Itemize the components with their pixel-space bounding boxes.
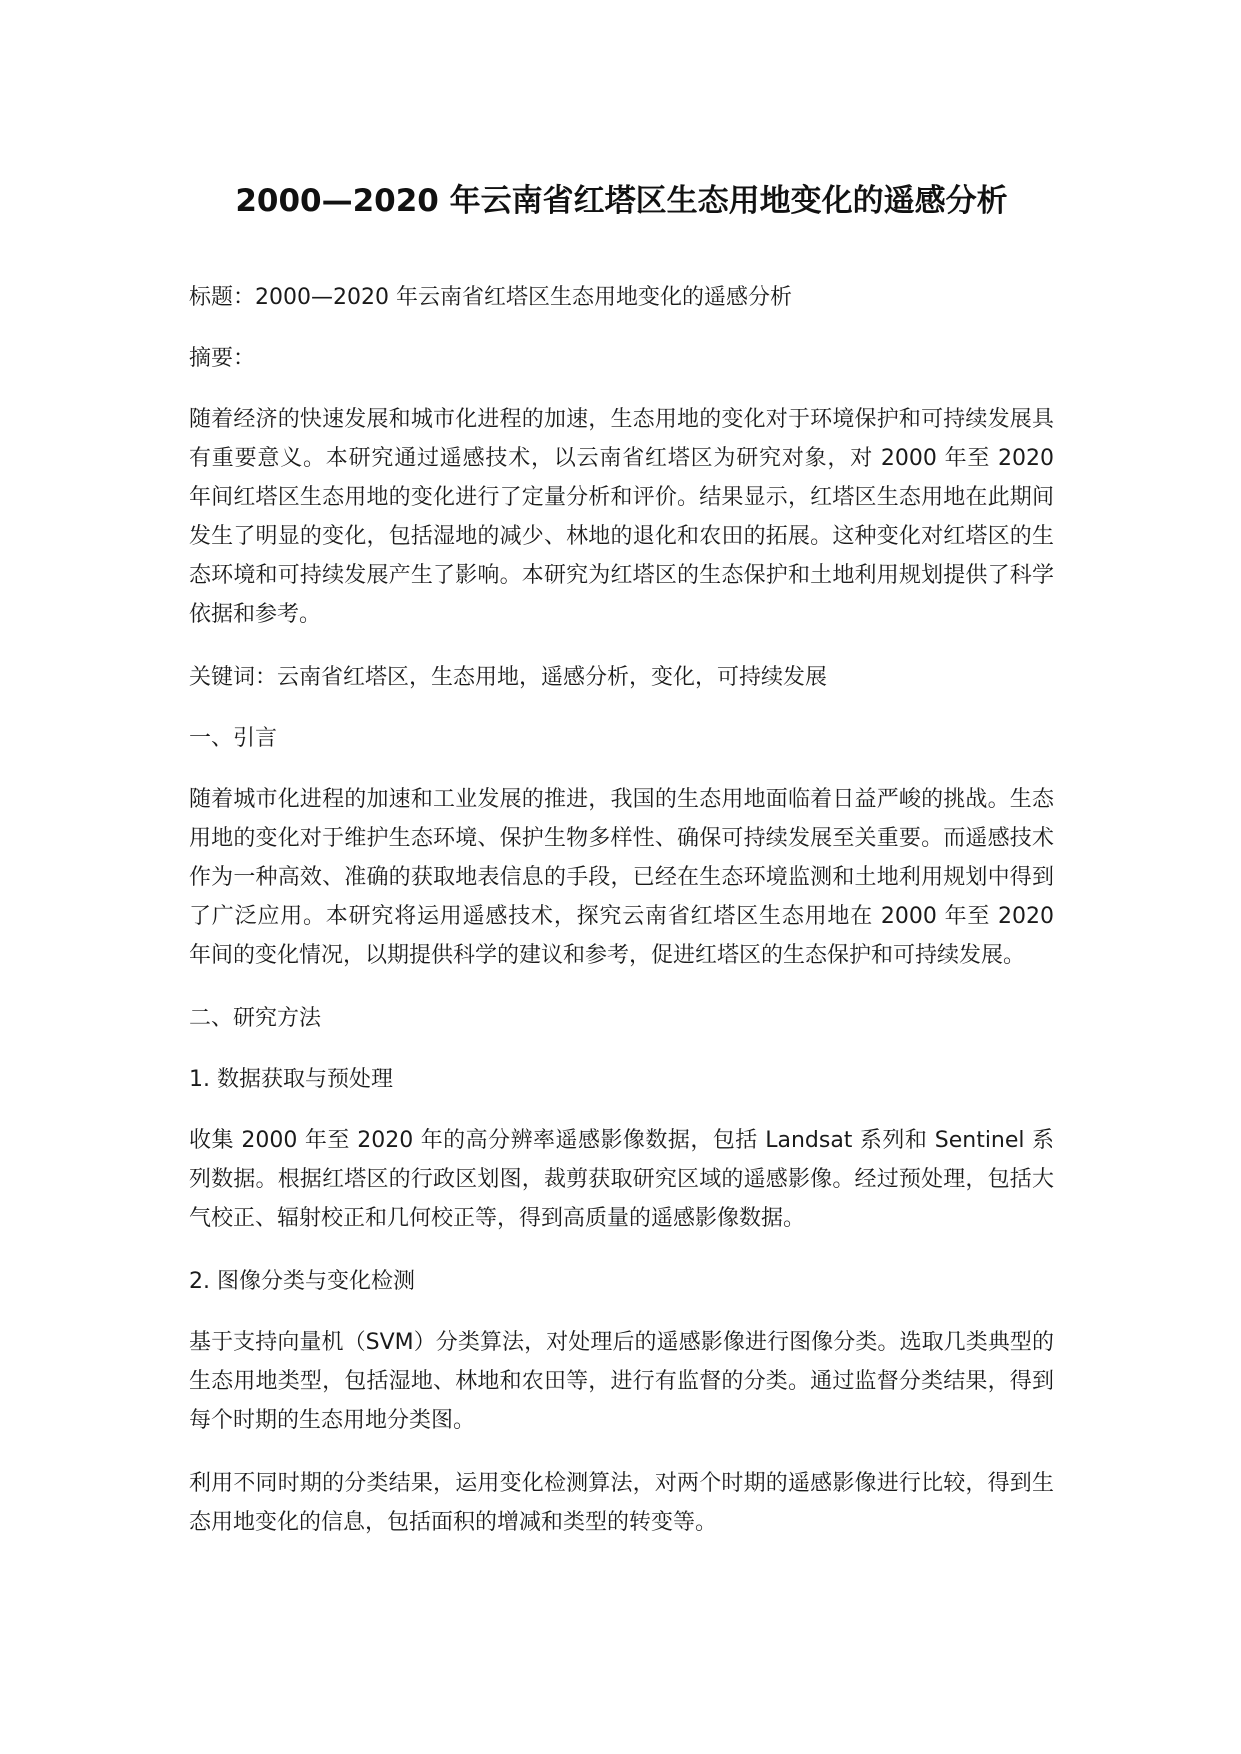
classification-paragraph: 基于支持向量机（SVM）分类算法，对处理后的遥感影像进行图像分类。选取几类典型的生态用地类型，包括湿地、林地和农田等，进行有监督的分类。通过监督分类结果，得到每个时期的生态用地分类图。	[189, 1330, 1054, 1433]
abstract-label: 摘要：	[189, 346, 256, 371]
change-detection-paragraph: 利用不同时期的分类结果，运用变化检测算法，对两个时期的遥感影像进行比较，得到生态用地变化的信息，包括面积的增减和类型的转变等。	[189, 1471, 1054, 1535]
data-paragraph: 收集 2000 年至 2020 年的高分辨率遥感影像数据，包括 Landsat 系列和 Sentinel 系列数据。根据红塔区的行政区划图，裁剪获取研究区域的遥感影像。经过预处理，包括大气校正、辐射校正和几何校正等，得到高质量的遥感影像数据。	[189, 1128, 1054, 1231]
section-heading-introduction: 一、引言	[189, 726, 278, 751]
document-title: 2000—2020 年云南省红塔区生态用地变化的遥感分析	[235, 183, 1008, 219]
abstract-paragraph: 随着经济的快速发展和城市化进程的加速，生态用地的变化对于环境保护和可持续发展具有重要意义。本研究通过遥感技术，以云南省红塔区为研究对象，对 2000 年至 2020 年间红塔区生态用地的变化进行了定量分析和评价。结果显示，红塔区生态用地在此期间发生了明显的变化，包括湿地的减少、林地的退化和农田的拓展。这种变化对红塔区的生态环境和可持续发展产生了影响。本研究为红塔区的生态保护和土地利用规划提供了科学依据和参考。	[189, 407, 1054, 627]
section-heading-methods: 二、研究方法	[189, 1006, 322, 1031]
introduction-paragraph: 随着城市化进程的加速和工业发展的推进，我国的生态用地面临着日益严峻的挑战。生态用地的变化对于维护生态环境、保护生物多样性、确保可持续发展至关重要。而遥感技术作为一种高效、准确的获取地表信息的手段，已经在生态环境监测和土地利用规划中得到了广泛应用。本研究将运用遥感技术，探究云南省红塔区生态用地在 2000 年至 2020 年间的变化情况，以期提供科学的建议和参考，促进红塔区的生态保护和可持续发展。	[189, 787, 1054, 968]
subsection-heading-data: 1. 数据获取与预处理	[189, 1067, 393, 1092]
keywords-line: 关键词：云南省红塔区，生态用地，遥感分析，变化，可持续发展	[189, 665, 828, 690]
subject-line: 标题：2000—2020 年云南省红塔区生态用地变化的遥感分析	[189, 285, 792, 310]
subsection-heading-classification: 2. 图像分类与变化检测	[189, 1269, 415, 1294]
